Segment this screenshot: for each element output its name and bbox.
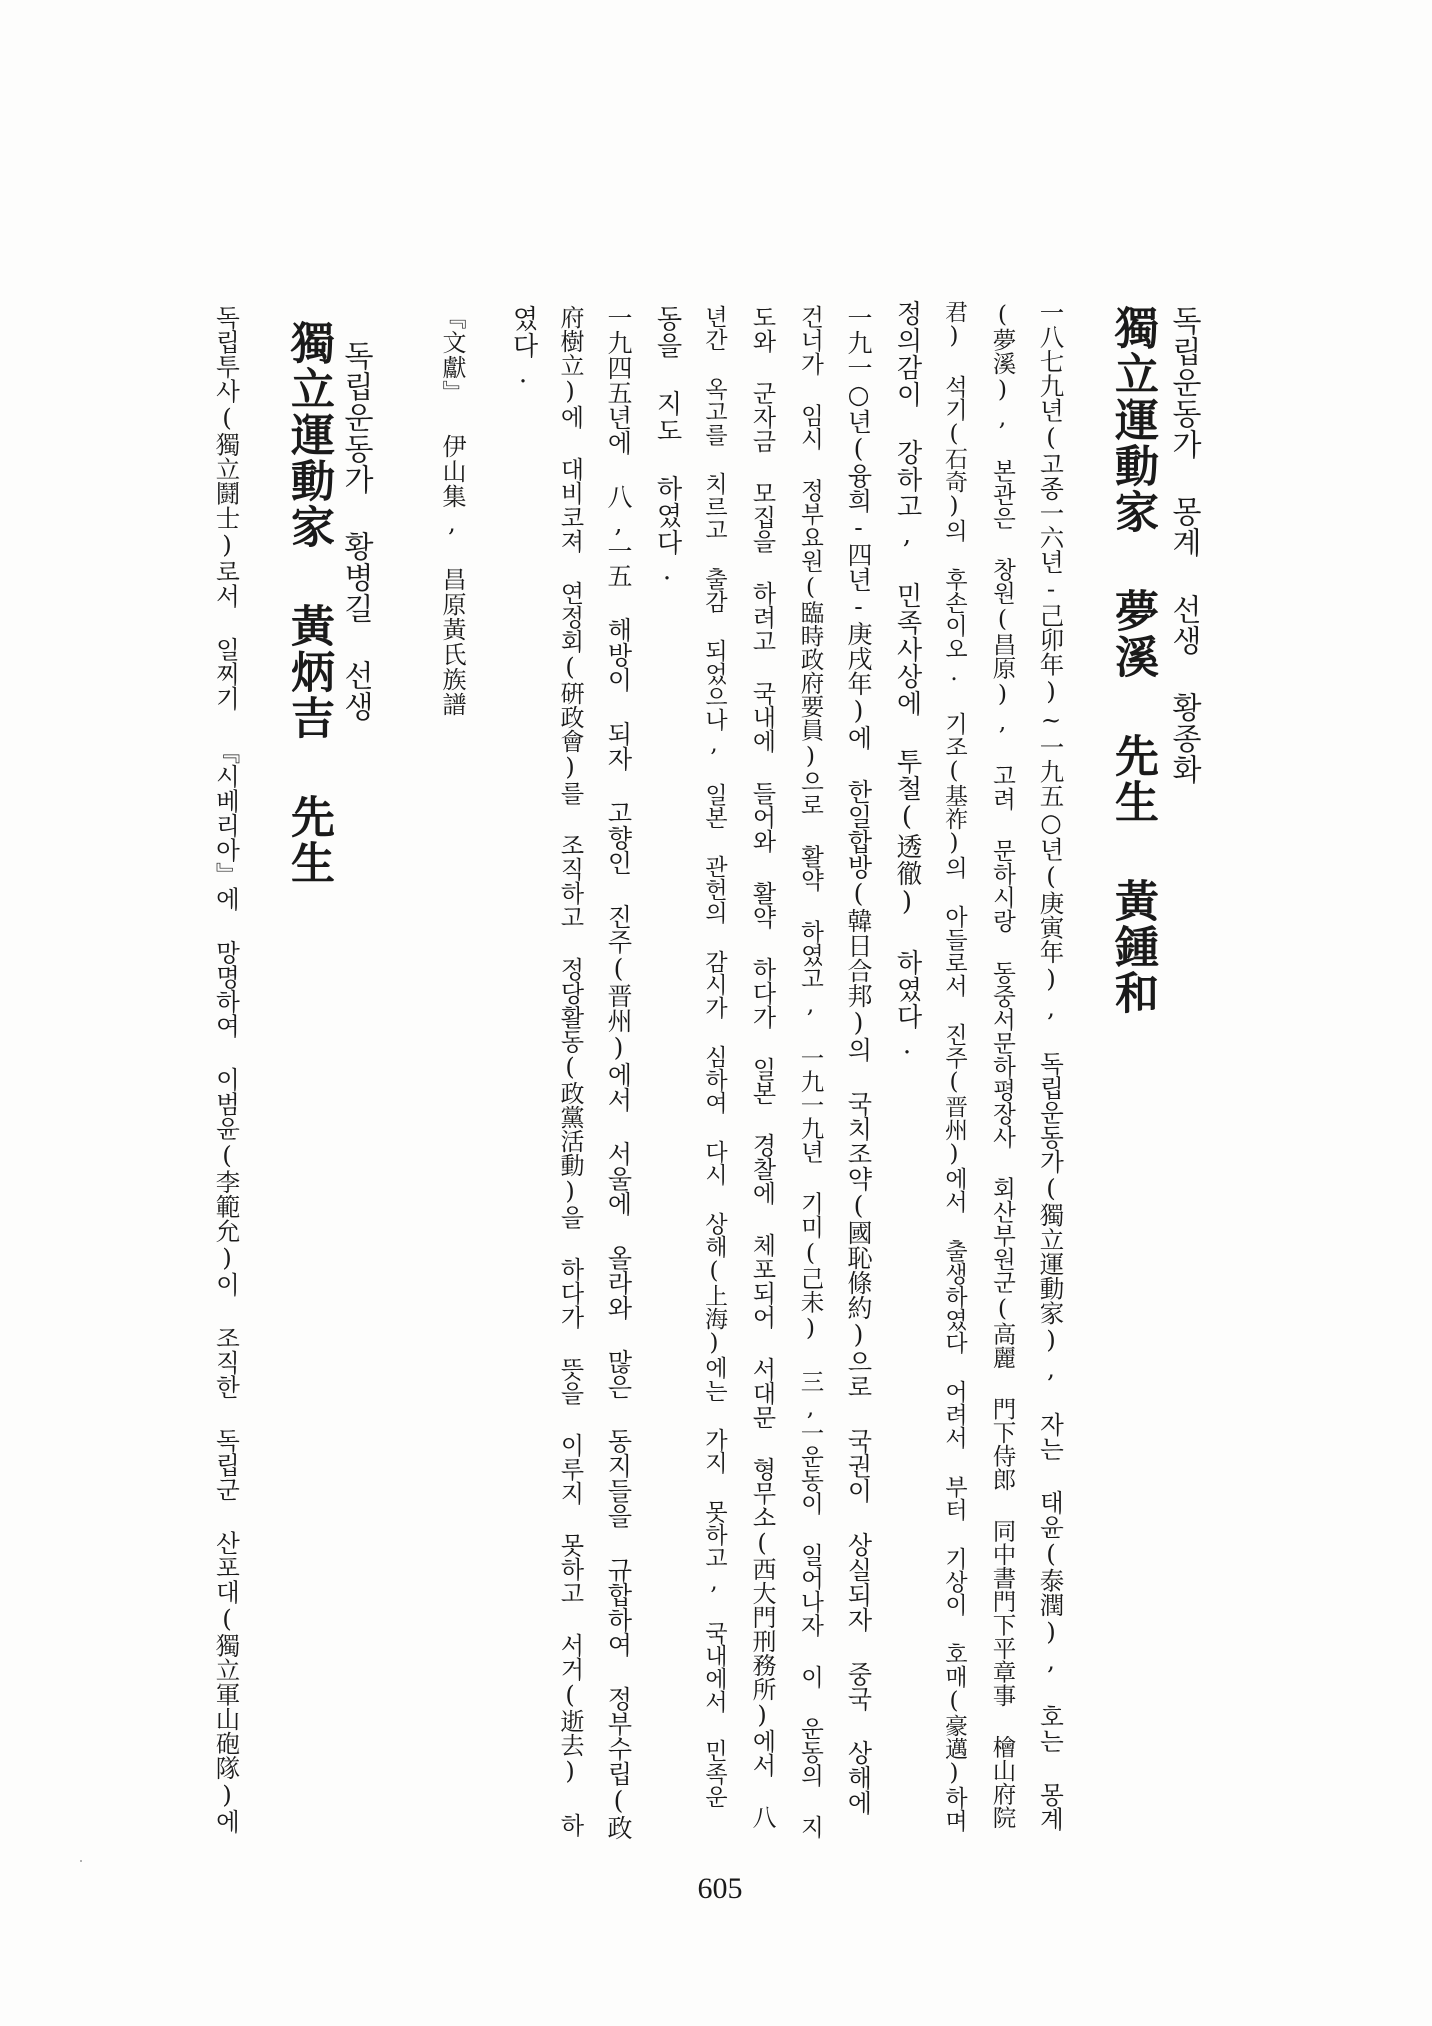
heading2-hanja: 獨立運動家 黃炳吉 先生 xyxy=(283,320,334,886)
body1-line-1: 一八七九년(고종一六년-己卯年)~一九五○년(庚寅年), 독립운동가(獨立運動家), 자는 태윤(泰潤), 호는 몽계 xyxy=(1036,300,1066,1831)
body1-line-4: 정의감이 강하고, 민족사상에 투철(透徹) 하였다. xyxy=(892,300,922,1061)
body1-line-10: 一九四五년에 八,一五 해방이 되자 고향인 진주(晋州)에서 서울에 올라와 많은 동지들을 규합하여 정부수립(政 xyxy=(604,305,633,1840)
heading2-hangul: 독립운동가 황병길 선생 xyxy=(338,340,373,722)
heading1-hanja: 獨立運動家 夢溪 先生 黃鍾和 xyxy=(1107,305,1158,1016)
heading1-hangul: 독립운동가 몽계 선생 황종화 xyxy=(1166,305,1201,785)
body1-line-5: 一九一○년(융희-四년-庚戌年)에 한일합방(韓日合邦)의 국치조약(國恥條約)으로 국권이 상실되자 중국 상해에 xyxy=(844,305,873,1815)
body1-line-2: (夢溪), 본관은 창원(昌原), 고려 문하시랑 동중서문하평장사 회산부원군(高麗 門下侍郎 同中書門下平章事 檜山府院 xyxy=(988,300,1017,1829)
references: 『文獻』 伊山集, 昌原黃氏族譜 xyxy=(438,305,466,717)
body2-line-1: 독립투사(獨立鬪士)로서 일찌기 『시베리아』에 망명하여 이범윤(李範允)이 조직한 독립군 산포대(獨立軍山砲隊)에 xyxy=(212,305,242,1834)
page-number: 605 xyxy=(697,1872,743,1905)
body1-line-3: 君) 석기(石奇)의 후손이오. 기조(基祚)의 아들로서 진주(晋州)에서 출생하였다 어려서 부터 기상이 호매(豪邁)하며 xyxy=(941,300,967,1832)
body1-line-9: 동을 지도 하였다. xyxy=(652,305,682,587)
body1-line-11: 府樹立)에 대비코져 연정회(硏政會)를 조직하고 정당활동(政黨活動)을 하다가 뜻을 이루지 못하고 서거(逝去) 하 xyxy=(556,305,584,1837)
body1-line-7: 도와 군자금 모집을 하려고 국내에 들어와 활약 하다가 일본 경찰에 체포되어 서대문 형무소(西大門刑務所)에서 八 xyxy=(748,305,776,1829)
body1-line-8: 년간 옥고를 치르고 출감 되었으나, 일본 관헌의 감시가 심하여 다시 상해(上海)에는 가지 못하고, 국내에서 민족운 xyxy=(701,305,727,1808)
scan-speck xyxy=(80,1860,82,1862)
body1-line-12: 였다. xyxy=(508,305,538,390)
body1-line-6: 건너가 임시 정부요원(臨時政府要員)으로 활약 하였고, 一九一九년 기미(己未) 三,一운동이 일어나자 이 운동의 지 xyxy=(796,305,825,1839)
